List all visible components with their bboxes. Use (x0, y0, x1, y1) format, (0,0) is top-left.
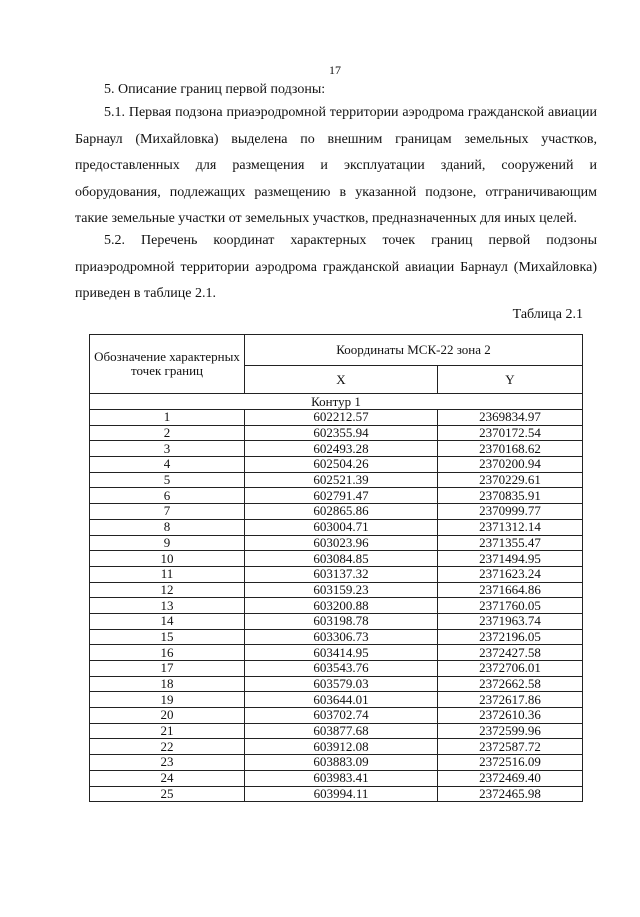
point-number-cell: 25 (90, 786, 245, 802)
table-row (90, 566, 583, 582)
table-caption: Таблица 2.1 (512, 307, 583, 322)
point-number-cell: 11 (90, 566, 245, 582)
paragraph-5-1-text: 5.1. Первая подзона приаэродромной территории аэродрома гражданской авиации Барнаул (Михайловка) выделена по внешним границам земельных участков, предоставленных для размещения и эксплуатации зданий, сооружений и оборудования, подлежащих размещению в указанной подзоне, отграничивающим такие земельные участки от земельных участков, предназначенных для иных целей. (75, 105, 597, 226)
y-coordinate-cell: 2371494.95 (438, 551, 583, 567)
coordinates-table (89, 334, 583, 802)
x-coordinate-cell: 603200.88 (245, 598, 438, 614)
table-row (90, 457, 583, 473)
table-row (90, 551, 583, 567)
header-y: Y (438, 366, 583, 394)
y-coordinate-cell: 2372599.96 (438, 723, 583, 739)
y-coordinate-cell: 2372196.05 (438, 629, 583, 645)
table-row (90, 739, 583, 755)
table-row (90, 629, 583, 645)
x-coordinate-cell: 603004.71 (245, 519, 438, 535)
x-coordinate-cell: 603543.76 (245, 661, 438, 677)
y-coordinate-cell: 2372427.58 (438, 645, 583, 661)
y-coordinate-cell: 2371664.86 (438, 582, 583, 598)
point-number-cell: 12 (90, 582, 245, 598)
y-coordinate-cell: 2372610.36 (438, 708, 583, 724)
table-row (90, 661, 583, 677)
y-coordinate-cell: 2372587.72 (438, 739, 583, 755)
x-coordinate-cell: 603702.74 (245, 708, 438, 724)
y-coordinate-cell: 2370229.61 (438, 472, 583, 488)
point-number-cell: 7 (90, 504, 245, 520)
y-coordinate-cell: 2372706.01 (438, 661, 583, 677)
point-number-cell: 15 (90, 629, 245, 645)
table-row (90, 598, 583, 614)
y-coordinate-cell: 2371760.05 (438, 598, 583, 614)
point-number-cell: 21 (90, 723, 245, 739)
table-body (90, 410, 583, 802)
y-coordinate-cell: 2372617.86 (438, 692, 583, 708)
header-coordinates: Координаты МСК-22 зона 2 (245, 335, 583, 366)
table-row (90, 410, 583, 426)
paragraph-5-1 (75, 100, 597, 233)
x-coordinate-cell: 602493.28 (245, 441, 438, 457)
x-coordinate-cell: 603023.96 (245, 535, 438, 551)
point-number-cell: 8 (90, 519, 245, 535)
point-number-cell: 13 (90, 598, 245, 614)
y-coordinate-cell: 2371355.47 (438, 535, 583, 551)
point-number-cell: 16 (90, 645, 245, 661)
x-coordinate-cell: 603084.85 (245, 551, 438, 567)
point-number-cell: 6 (90, 488, 245, 504)
x-coordinate-cell: 603159.23 (245, 582, 438, 598)
table-row (90, 708, 583, 724)
table-row (90, 488, 583, 504)
x-coordinate-cell: 603883.09 (245, 755, 438, 771)
table-row (90, 519, 583, 535)
x-coordinate-cell: 603306.73 (245, 629, 438, 645)
x-coordinate-cell: 602504.26 (245, 457, 438, 473)
table-row (90, 504, 583, 520)
y-coordinate-cell: 2370168.62 (438, 441, 583, 457)
y-coordinate-cell: 2370835.91 (438, 488, 583, 504)
point-number-cell: 19 (90, 692, 245, 708)
table-row (90, 535, 583, 551)
page-number: 17 (329, 63, 341, 77)
table-row (90, 613, 583, 629)
point-number-cell: 5 (90, 472, 245, 488)
paragraph-5-2 (75, 228, 597, 308)
x-coordinate-cell: 603994.11 (245, 786, 438, 802)
x-coordinate-cell: 603198.78 (245, 613, 438, 629)
point-number-cell: 1 (90, 410, 245, 426)
point-number-cell: 10 (90, 551, 245, 567)
contour-label: Контур 1 (90, 394, 583, 410)
table-row (90, 692, 583, 708)
table-row (90, 755, 583, 771)
y-coordinate-cell: 2372469.40 (438, 770, 583, 786)
table-row (90, 441, 583, 457)
x-coordinate-cell: 602865.86 (245, 504, 438, 520)
table-row (90, 676, 583, 692)
paragraph-5-2-text: 5.2. Перечень координат характерных точек границ первой подзоны приаэродромной территории аэродрома гражданской авиации Барнаул (Михайловка) приведен в таблице 2.1. (75, 233, 597, 301)
x-coordinate-cell: 603137.32 (245, 566, 438, 582)
x-coordinate-cell: 603983.41 (245, 770, 438, 786)
x-coordinate-cell: 602355.94 (245, 425, 438, 441)
x-coordinate-cell: 603912.08 (245, 739, 438, 755)
y-coordinate-cell: 2372662.58 (438, 676, 583, 692)
point-number-cell: 17 (90, 661, 245, 677)
header-x: X (245, 366, 438, 394)
point-number-cell: 24 (90, 770, 245, 786)
table-row (90, 425, 583, 441)
y-coordinate-cell: 2370172.54 (438, 425, 583, 441)
point-number-cell: 9 (90, 535, 245, 551)
point-number-cell: 18 (90, 676, 245, 692)
point-number-cell: 14 (90, 613, 245, 629)
y-coordinate-cell: 2371963.74 (438, 613, 583, 629)
table-row (90, 582, 583, 598)
y-coordinate-cell: 2370999.77 (438, 504, 583, 520)
table-row (90, 723, 583, 739)
x-coordinate-cell: 603877.68 (245, 723, 438, 739)
x-coordinate-cell: 602791.47 (245, 488, 438, 504)
header-points: Обозначение характерных точек границ (90, 335, 245, 394)
x-coordinate-cell: 602521.39 (245, 472, 438, 488)
x-coordinate-cell: 603414.95 (245, 645, 438, 661)
point-number-cell: 4 (90, 457, 245, 473)
point-number-cell: 22 (90, 739, 245, 755)
x-coordinate-cell: 602212.57 (245, 410, 438, 426)
y-coordinate-cell: 2370200.94 (438, 457, 583, 473)
y-coordinate-cell: 2371312.14 (438, 519, 583, 535)
y-coordinate-cell: 2369834.97 (438, 410, 583, 426)
table-row (90, 645, 583, 661)
point-number-cell: 23 (90, 755, 245, 771)
x-coordinate-cell: 603579.03 (245, 676, 438, 692)
section-heading: 5. Описание границ первой подзоны: (104, 82, 326, 97)
table-row (90, 770, 583, 786)
x-coordinate-cell: 603644.01 (245, 692, 438, 708)
table-row (90, 472, 583, 488)
table-row (90, 786, 583, 802)
point-number-cell: 2 (90, 425, 245, 441)
y-coordinate-cell: 2372516.09 (438, 755, 583, 771)
point-number-cell: 20 (90, 708, 245, 724)
y-coordinate-cell: 2372465.98 (438, 786, 583, 802)
y-coordinate-cell: 2371623.24 (438, 566, 583, 582)
point-number-cell: 3 (90, 441, 245, 457)
